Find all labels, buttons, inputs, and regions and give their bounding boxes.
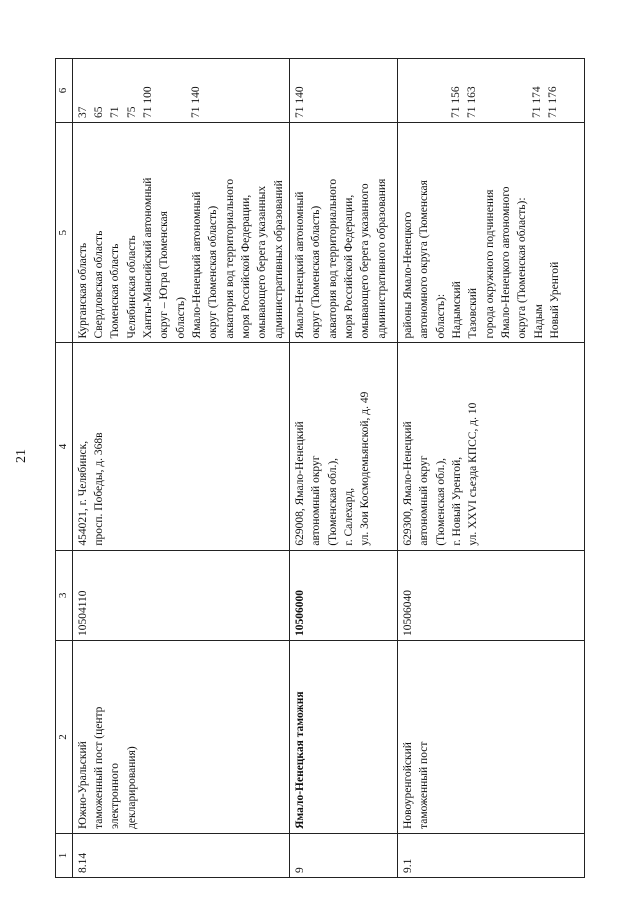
address [397, 343, 584, 550]
col-header: 3 [56, 550, 73, 640]
text-line: Надымский [450, 281, 463, 339]
text-line: электронного [109, 763, 122, 829]
text-line: районы Ямало-Ненецкого [401, 211, 414, 339]
code-line: 71 176 [546, 86, 559, 118]
text-line: (Тюменская обл.), [326, 457, 339, 546]
page-number: 21 [14, 449, 29, 463]
text-line: Челябинская область [125, 235, 138, 339]
text-line: Тазовский [467, 288, 480, 339]
text-line: Курганская область [76, 242, 89, 339]
text-line: 454021, г. Челябинск, [76, 440, 89, 546]
text-line: Южно-Уральский [76, 741, 89, 829]
code-line: 71 174 [530, 86, 543, 118]
text-line: область) [174, 297, 187, 339]
text-line: Ямало-Ненецкий автономный [190, 191, 203, 339]
customs-table [55, 58, 585, 878]
col-header: 2 [56, 641, 73, 834]
text-line: административного образования [375, 178, 388, 339]
text-line: просп. Победы, д. 368в [92, 432, 105, 546]
regions [72, 122, 289, 342]
text-line: Новый Уренгой [548, 261, 561, 339]
text-line: города окружного подчинения [483, 189, 496, 339]
text-line: омывающего берега указанных [256, 185, 269, 339]
code-line: 71 100 [141, 86, 154, 118]
text-line: таможенный пост [418, 741, 431, 829]
row-number: 9.1 [397, 833, 584, 877]
okato-codes [72, 59, 289, 123]
text-line: ул. XXVI съезда КПСС, д. 10 [467, 402, 480, 546]
code-line: 75 [125, 106, 138, 118]
row-number: 8.14 [72, 833, 289, 877]
code-line: 71 163 [466, 86, 479, 118]
text-line: Новоуренгойский [401, 742, 414, 829]
text-line: омывающего берега указанного [359, 183, 372, 339]
text-line: г. Салехард, [342, 487, 355, 546]
text-line: г. Новый Уренгой, [450, 456, 463, 546]
text-line: Ханты-Мансийский автономный [141, 177, 154, 339]
table-row [289, 59, 397, 878]
col-header: 1 [56, 833, 73, 877]
text-line: 629008, Ямало-Ненецкий [293, 421, 306, 546]
text-line: таможенный пост (центр [92, 706, 105, 829]
col-header: 6 [56, 59, 73, 123]
col-header: 4 [56, 343, 73, 550]
customs-code: 10506040 [397, 550, 584, 640]
text-line: округ (Тюменская область) [310, 205, 323, 339]
okato-codes [397, 59, 584, 123]
header-row [56, 59, 73, 878]
text-line: округ – Югра (Тюменская [158, 211, 171, 339]
text-line: 629300, Ямало-Ненецкий [401, 421, 414, 546]
code-line: 71 140 [190, 86, 203, 118]
text-line: акватория вод территориального [326, 178, 339, 339]
text-line: округ (Тюменская область) [207, 205, 220, 339]
text-line: Ямало-Ненецкого автономного [499, 186, 512, 339]
text-line: Ямало-Ненецкая таможня [293, 691, 306, 829]
row-number: 9 [289, 833, 397, 877]
text-line: округа (Тюменская область): [516, 197, 529, 339]
text-line: декларирования) [125, 746, 138, 829]
regions [289, 122, 397, 342]
text-line: Тюменская область [109, 243, 122, 339]
text-line: моря Российской Федерации, [239, 194, 252, 339]
text-line: автономного округа (Тюменская [418, 180, 431, 339]
text-line: административных образований [272, 180, 285, 339]
customs-name [289, 641, 397, 834]
okato-codes [289, 59, 397, 123]
text-line: Свердловская область [92, 230, 105, 339]
code-line: 71 156 [449, 86, 462, 118]
text-line: автономный округ [310, 455, 323, 546]
text-line: автономный округ [418, 455, 431, 546]
text-line: акватория вод территориального [223, 178, 236, 339]
col-header: 5 [56, 122, 73, 342]
text-line: Ямало-Ненецкий автономный [293, 191, 306, 339]
address [289, 343, 397, 550]
code-line: 37 [76, 106, 89, 118]
table-row [397, 59, 584, 878]
text-line: моря Российской Федерации, [342, 194, 355, 339]
code-line: 65 [92, 106, 105, 118]
address [72, 343, 289, 550]
text-line: область): [434, 293, 447, 339]
table-row [72, 59, 289, 878]
table-wrapper [55, 58, 585, 878]
regions [397, 122, 584, 342]
code-line: 71 [109, 106, 122, 118]
text-line: Надым [532, 304, 545, 339]
customs-name [397, 641, 584, 834]
customs-code: 10506000 [289, 550, 397, 640]
customs-name [72, 641, 289, 834]
customs-code: 10504110 [72, 550, 289, 640]
text-line: ул. Зои Космодемьянской, д. 49 [359, 391, 372, 546]
text-line: (Тюменская обл.), [434, 457, 447, 546]
code-line: 71 140 [293, 86, 306, 118]
